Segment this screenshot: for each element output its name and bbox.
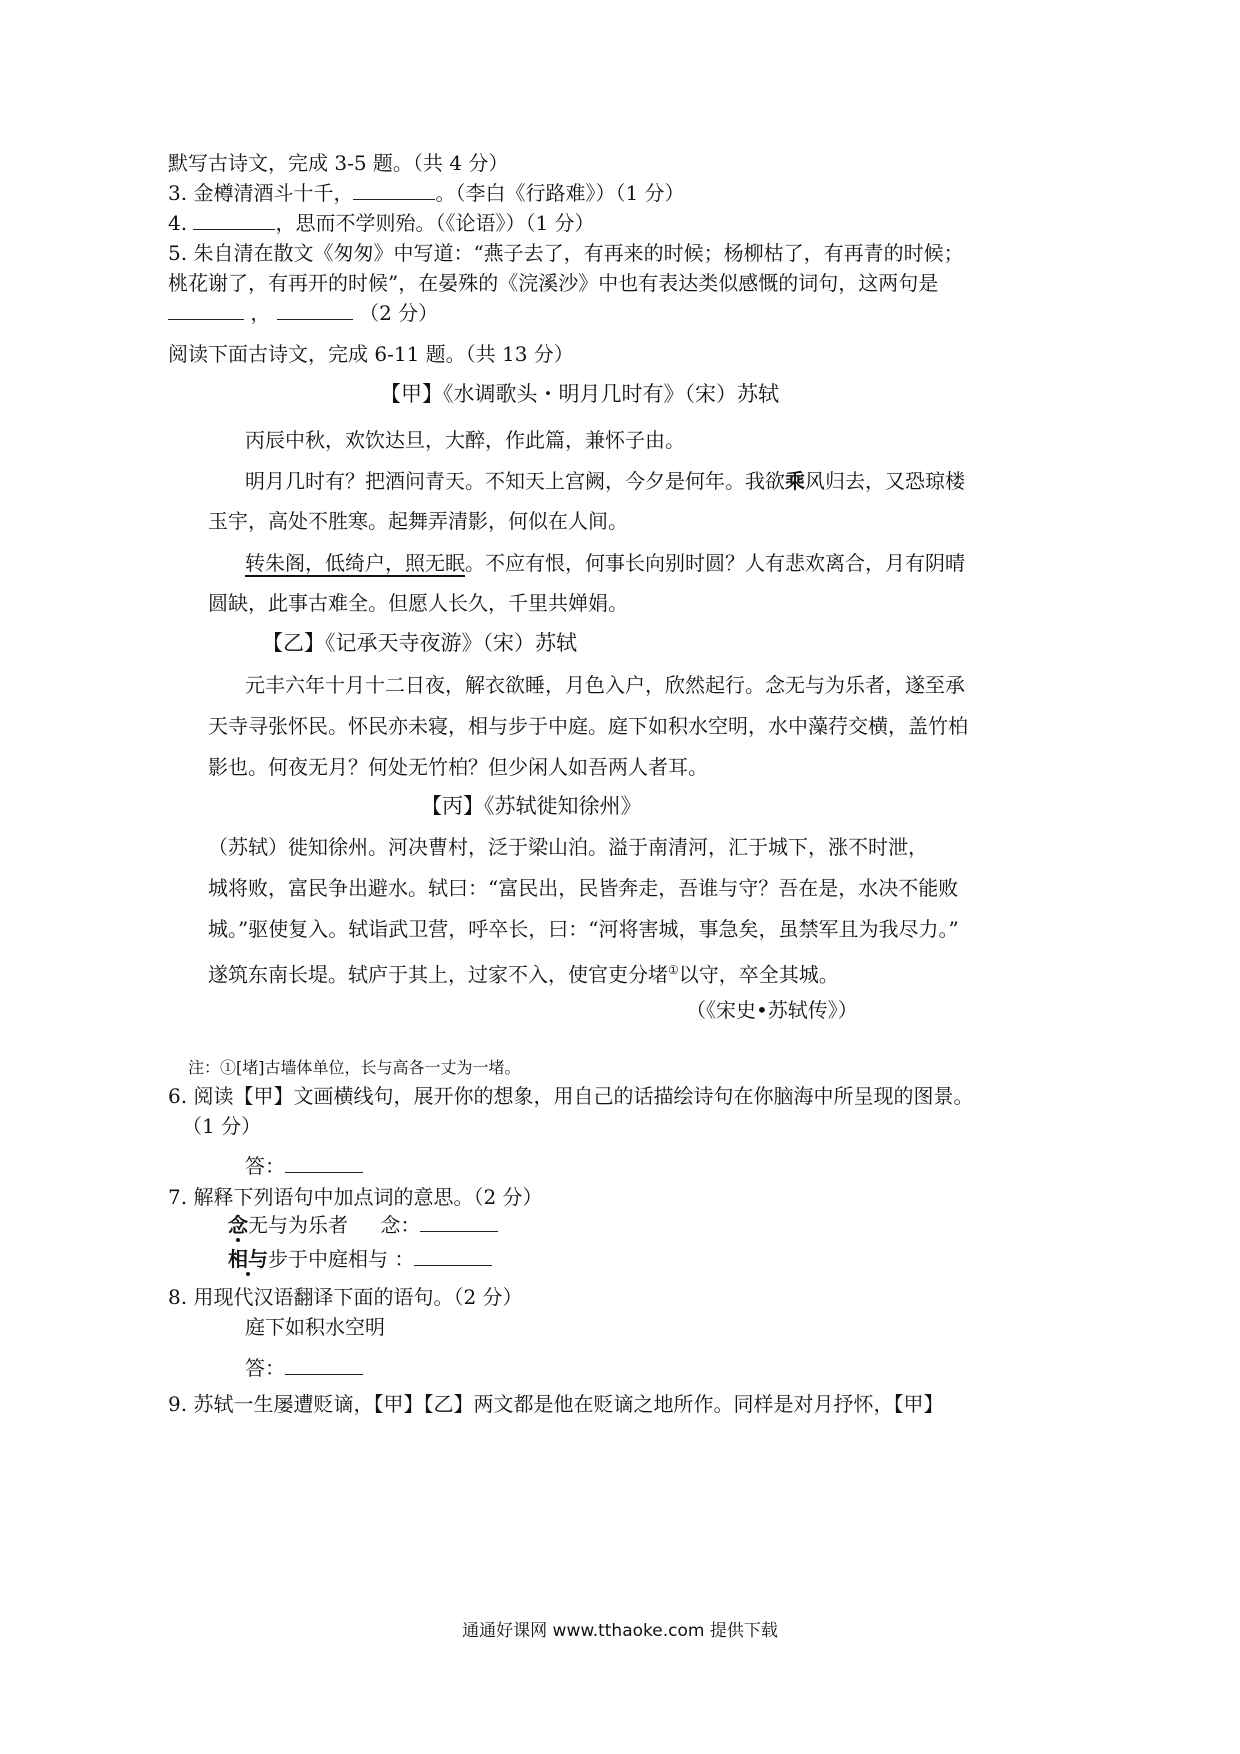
answer-blank[interactable] <box>414 1247 492 1266</box>
answer-blank[interactable] <box>285 1154 363 1173</box>
question-9: 9. 苏轼一生屡遭贬谪，【甲】【乙】两文都是他在贬谪之地所作。同样是对月抒怀，【甲】 <box>168 1392 944 1416</box>
question-3: 3. 金樽清酒斗十千， 。（李白《行路难》）（1 分） <box>168 181 685 205</box>
yi-title: 【乙】《记承天寺夜游》（宋）苏轼 <box>262 631 577 655</box>
question-5-blanks: ， （2 分） <box>168 299 438 327</box>
yi-text-line-1: 元丰六年十月十二日夜，解衣欲睡，月色入户，欣然起行。念无与为乐者，遂至承 <box>245 673 965 697</box>
answer-blank[interactable] <box>193 211 275 230</box>
bing-text-line-3: 城。”驱使复入。轼诣武卫营，呼卒长，曰：“河将害城，事急矣，虽禁军且为我尽力。” <box>208 917 959 941</box>
emphasized-char: 乘 <box>785 469 805 493</box>
answer-blank[interactable] <box>285 1356 363 1375</box>
bing-text-line-2: 城将败，富民争出避水。轼曰：“富民出，民皆奔走，吾谁与守？吾在是，水决不能败 <box>208 876 959 900</box>
dotted-word: 念 <box>228 1213 248 1237</box>
bing-text-line-1: （苏轼）徙知徐州。河决曹村，泛于梁山泊。溢于南清河，汇于城下，涨不时泄， <box>208 835 928 859</box>
jia-title: 【甲】《水调歌头・明月几时有》（宋）苏轼 <box>380 382 779 406</box>
answer-blank[interactable] <box>353 181 435 200</box>
answer-blank[interactable] <box>420 1213 498 1232</box>
section2-intro: 阅读下面古诗文，完成 6-11 题。（共 13 分） <box>168 342 574 366</box>
footer-download-note: 通通好课网 www.tthaoke.com 提供下载 <box>462 1621 778 1641</box>
question-7b: 相与步于中庭相与 ： <box>228 1245 492 1273</box>
yi-text-line-3: 影也。何夜无月？何处无竹柏？但少闲人如吾两人者耳。 <box>208 755 708 779</box>
footnote-marker: ① <box>668 963 679 977</box>
question-5-line-2: 桃花谢了，有再开的时候”，在晏殊的《浣溪沙》中也有表达类似感慨的词句，这两句是 <box>168 271 939 295</box>
question-7a: 念无与为乐者 念： <box>228 1211 498 1239</box>
question-6-line-2: （1 分） <box>182 1114 262 1138</box>
jia-preface: 丙辰中秋，欢饮达旦，大醉，作此篇，兼怀子由。 <box>245 428 685 452</box>
footnote: 注：①[堵]古墙体单位，长与高各一丈为一堵。 <box>188 1058 521 1077</box>
dotted-word: 相与 <box>228 1247 268 1271</box>
question-4: 4. ，思而不学则殆。（《论语》）（1 分） <box>168 211 595 235</box>
answer-blank[interactable] <box>168 301 244 320</box>
jia-text-line-1: 明月几时有？把酒问青天。不知天上宫阙，今夕是何年。我欲乘风归去，又恐琼楼 <box>245 469 965 493</box>
bing-source: （《宋史•苏轼传》） <box>686 998 858 1022</box>
answer-blank[interactable] <box>277 301 353 320</box>
question-6-line-1: 6. 阅读【甲】文画横线句，展开你的想象，用自己的话描绘诗句在你脑海中所呈现的图景。 <box>168 1084 974 1108</box>
bing-text-line-4: 遂筑东南长堤。轼庐于其上，过家不入，使官吏分堵①以守，卒全其城。 <box>208 962 839 987</box>
jia-text-line-2: 玉宇，高处不胜寒。起舞弄清影，何似在人间。 <box>208 509 628 533</box>
question-5-line-1: 5. 朱自清在散文《匆匆》中写道：“燕子去了，有再来的时候；杨柳枯了，有再青的时候； <box>168 241 964 265</box>
yi-text-line-2: 天寺寻张怀民。怀民亦未寝，相与步于中庭。庭下如积水空明，水中藻荇交横，盖竹柏 <box>208 714 968 738</box>
underlined-sentence: 转朱阁，低绮户，照无眠 <box>245 551 465 575</box>
jia-text-line-4: 圆缺，此事古难全。但愿人长久，千里共婵娟。 <box>208 591 628 615</box>
question-7: 7. 解释下列语句中加点词的意思。（2 分） <box>168 1185 543 1209</box>
question-8-sentence: 庭下如积水空明 <box>245 1315 385 1339</box>
question-8-answer: 答： <box>245 1354 363 1382</box>
bing-title: 【丙】《苏轼徙知徐州》 <box>421 794 642 818</box>
jia-text-line-3: 转朱阁，低绮户，照无眠。不应有恨，何事长向别时圆？人有悲欢离合，月有阴晴 <box>245 551 965 575</box>
section1-intro: 默写古诗文，完成 3-5 题。（共 4 分） <box>168 151 509 175</box>
question-8: 8. 用现代汉语翻译下面的语句。（2 分） <box>168 1285 523 1309</box>
question-6-answer: 答： <box>245 1152 363 1180</box>
